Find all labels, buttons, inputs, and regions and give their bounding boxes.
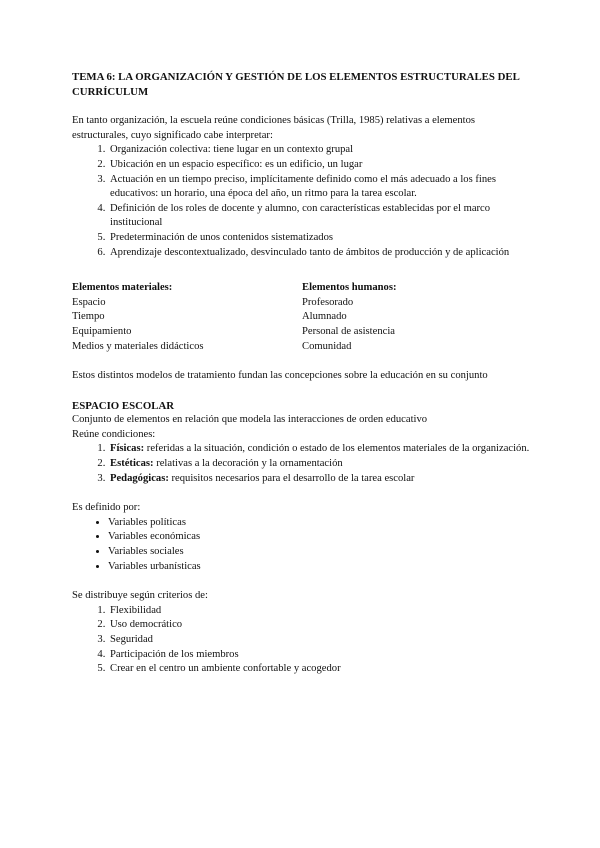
section-definition: Conjunto de elementos en relación que modela las interacciones de orden educativo bbox=[72, 414, 428, 426]
term-text: referidas a la situación, condición o estado de los elementos materiales de la organización. bbox=[144, 443, 530, 455]
materials-column bbox=[72, 281, 302, 354]
list-item bbox=[108, 442, 532, 457]
list-item: 2. Ubicación en un espacio específico: es un edificio, un lugar bbox=[108, 158, 532, 173]
defined-list bbox=[72, 516, 532, 574]
page-content bbox=[72, 70, 532, 677]
criteria-list bbox=[72, 604, 532, 677]
list-item: • Variables urbanísticas bbox=[108, 560, 532, 575]
list-item: Profesorado bbox=[302, 296, 354, 308]
spacer bbox=[72, 486, 532, 501]
humans-column bbox=[302, 281, 532, 354]
list-item: Espacio bbox=[72, 296, 106, 308]
term-label: Pedagógicas: bbox=[110, 472, 169, 484]
section-heading: ESPACIO ESCOLAR bbox=[72, 399, 175, 412]
intro-list bbox=[72, 143, 532, 260]
list-item: 2. Uso democrático bbox=[108, 618, 532, 633]
term-text: relativas a la decoración y la ornamentación bbox=[153, 458, 343, 470]
elements-columns bbox=[72, 281, 532, 354]
conditions-intro: Reúne condiciones: bbox=[72, 428, 156, 440]
list-item bbox=[108, 457, 532, 472]
term-label: Físicas: bbox=[110, 443, 145, 455]
list-item: 3. Seguridad bbox=[108, 633, 532, 648]
list-item: 4. Participación de los miembros bbox=[108, 648, 532, 663]
list-item: Equipamiento bbox=[72, 325, 132, 337]
humans-title: Elementos humanos: bbox=[302, 282, 397, 294]
list-item: • Variables sociales bbox=[108, 545, 532, 560]
list-item: 1. Organización colectiva: tiene lugar en un contexto grupal bbox=[108, 143, 532, 158]
list-item: Personal de asistencia bbox=[302, 325, 395, 337]
intro-paragraph: En tanto organización, la escuela reúne condiciones básicas (Trilla, 1985) relativas a elementos estructurales, cuyo significado cabe interpretar: bbox=[72, 115, 476, 141]
list-item: • Variables económicas bbox=[108, 530, 532, 545]
term-label: Estéticas: bbox=[110, 458, 154, 470]
spacer bbox=[72, 574, 532, 589]
list-item: Alumnado bbox=[302, 311, 347, 323]
list-item: 5. Predeterminación de unos contenidos sistematizados bbox=[108, 231, 532, 246]
spacer bbox=[72, 384, 532, 399]
list-item: 4. Definición de los roles de docente y alumno, con características establecidas por el marco institucional bbox=[108, 202, 532, 231]
list-item: • Variables políticas bbox=[108, 516, 532, 531]
criteria-intro: Se distribuye según criterios de: bbox=[72, 590, 208, 602]
document-title: TEMA 6: LA ORGANIZACIÓN Y GESTIÓN DE LOS ELEMENTOS ESTRUCTURALES DEL CURRÍCULUM bbox=[72, 71, 520, 98]
materials-title: Elementos materiales: bbox=[72, 282, 173, 294]
spacer bbox=[72, 354, 532, 369]
defined-intro: Es definido por: bbox=[72, 502, 141, 514]
list-item bbox=[108, 472, 532, 487]
list-item: Tiempo bbox=[72, 311, 105, 323]
models-paragraph: Estos distintos modelos de tratamiento fundan las concepciones sobre la educación en su conjunto bbox=[72, 370, 488, 382]
list-item: Comunidad bbox=[302, 340, 352, 352]
list-item: 1. Flexibilidad bbox=[108, 604, 532, 619]
list-item: 3. Actuación en un tiempo preciso, implícitamente definido como el más adecuado a los fines educativos: un horario, una época del año, un ritmo para la tarea escolar. bbox=[108, 173, 532, 202]
conditions-list bbox=[72, 442, 532, 486]
list-item: Medios y materiales didácticos bbox=[72, 340, 204, 352]
list-item: 6. Aprendizaje descontextualizado, desvinculado tanto de ámbitos de producción y de aplicación bbox=[108, 246, 532, 261]
spacer bbox=[72, 260, 532, 275]
term-text: requisitos necesarios para el desarrollo de la tarea escolar bbox=[168, 472, 415, 484]
list-item: 5. Crear en el centro un ambiente confortable y acogedor bbox=[108, 662, 532, 677]
